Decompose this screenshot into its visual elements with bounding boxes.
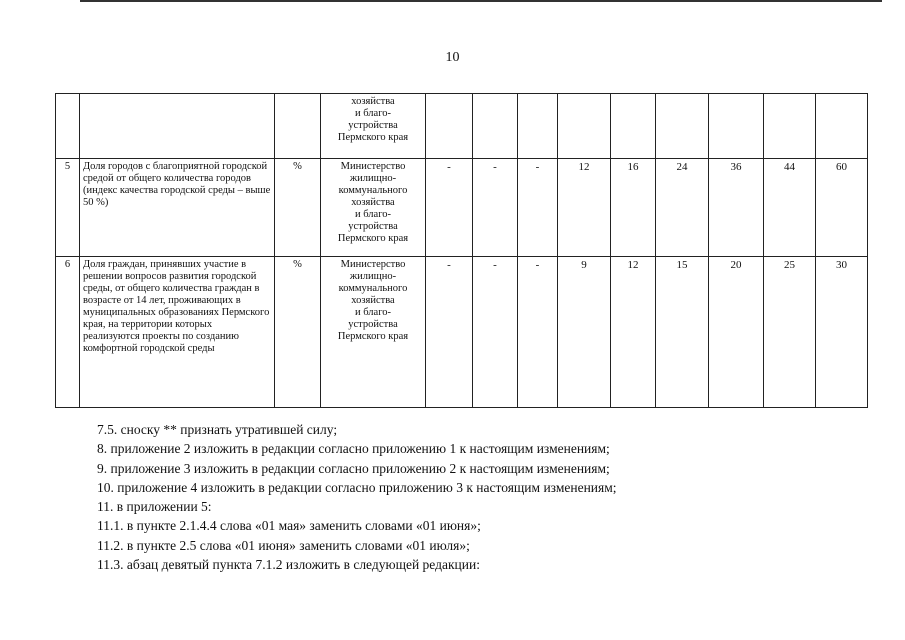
responsible-org (321, 94, 426, 159)
value-cell: 9 (558, 257, 611, 408)
unit-cell: % (275, 257, 321, 408)
paragraph: 7.5. сноску ** признать утратившей силу; (97, 422, 338, 437)
indicator-name: Доля граждан, принявших участие в решении вопросов развития городской среды, от общего количества граждан в возрасте от 14 лет, проживающих в муниципальных образованиях Пермского края, на территории которых реализуются проекты по созданию комфортной городской среды (80, 257, 275, 408)
org-text: хозяйства и благо- устройства Пермского края (337, 96, 409, 143)
paragraph: 8. приложение 2 изложить в редакции согласно приложению 1 к настоящим изменениям; (97, 441, 610, 457)
paragraph: 11.1. в пункте 2.1.4.4 слова «01 мая» заменить словами «01 июня»; (97, 518, 481, 534)
value-cell (426, 94, 473, 159)
value-cell: 30 (816, 257, 868, 408)
indicators-table (55, 93, 868, 408)
value-cell: 60 (816, 159, 868, 257)
responsible-org (321, 159, 426, 257)
table-row (56, 94, 868, 159)
value-cell: - (426, 159, 473, 257)
indicator-name: Доля городов с благоприятной городской средой от общего количества городов (индекс качества городской среды – выше 50 %) (80, 159, 275, 257)
org-text: Министерство жилищно- коммунального хозяйства и благо- устройства Пермского края (337, 161, 409, 244)
value-cell: - (473, 257, 518, 408)
value-cell (473, 94, 518, 159)
unit-cell: % (275, 159, 321, 257)
row-number (56, 94, 80, 159)
value-cell: 44 (764, 159, 816, 257)
value-cell (518, 94, 558, 159)
table-row (56, 159, 868, 257)
responsible-org (321, 257, 426, 408)
value-cell: 24 (656, 159, 709, 257)
value-cell: - (518, 159, 558, 257)
value-cell: - (426, 257, 473, 408)
row-number: 6 (56, 257, 80, 408)
paragraph: 10. приложение 4 изложить в редакции согласно приложению 3 к настоящим изменениям; (97, 479, 617, 495)
paragraph: 11. в приложении 5: (97, 499, 212, 515)
paragraph: 11.2. в пункте 2.5 слова «01 июня» заменить словами «01 июля»; (97, 537, 470, 553)
value-cell: 25 (764, 257, 816, 408)
value-cell: 12 (611, 257, 656, 408)
value-cell: 15 (656, 257, 709, 408)
value-cell (611, 94, 656, 159)
indicator-name (80, 94, 275, 159)
paragraph: 9. приложение 3 изложить в редакции согласно приложению 2 к настоящим изменениям; (97, 460, 610, 476)
value-cell: 20 (709, 257, 764, 408)
value-cell (816, 94, 868, 159)
amendment-paragraphs (97, 420, 877, 574)
row-number: 5 (56, 159, 80, 257)
org-text: Министерство жилищно- коммунального хозяйства и благо- устройства Пермского края (337, 259, 409, 342)
table-row (56, 257, 868, 408)
paragraph: 11.3. абзац девятый пункта 7.1.2 изложить в следующей редакции: (97, 557, 480, 573)
unit-cell (275, 94, 321, 159)
page-number: 10 (445, 50, 460, 65)
value-cell (764, 94, 816, 159)
value-cell: - (518, 257, 558, 408)
value-cell: 16 (611, 159, 656, 257)
top-border-line (80, 0, 882, 2)
value-cell: 36 (709, 159, 764, 257)
value-cell (656, 94, 709, 159)
value-cell: 12 (558, 159, 611, 257)
value-cell (558, 94, 611, 159)
value-cell (709, 94, 764, 159)
value-cell: - (473, 159, 518, 257)
